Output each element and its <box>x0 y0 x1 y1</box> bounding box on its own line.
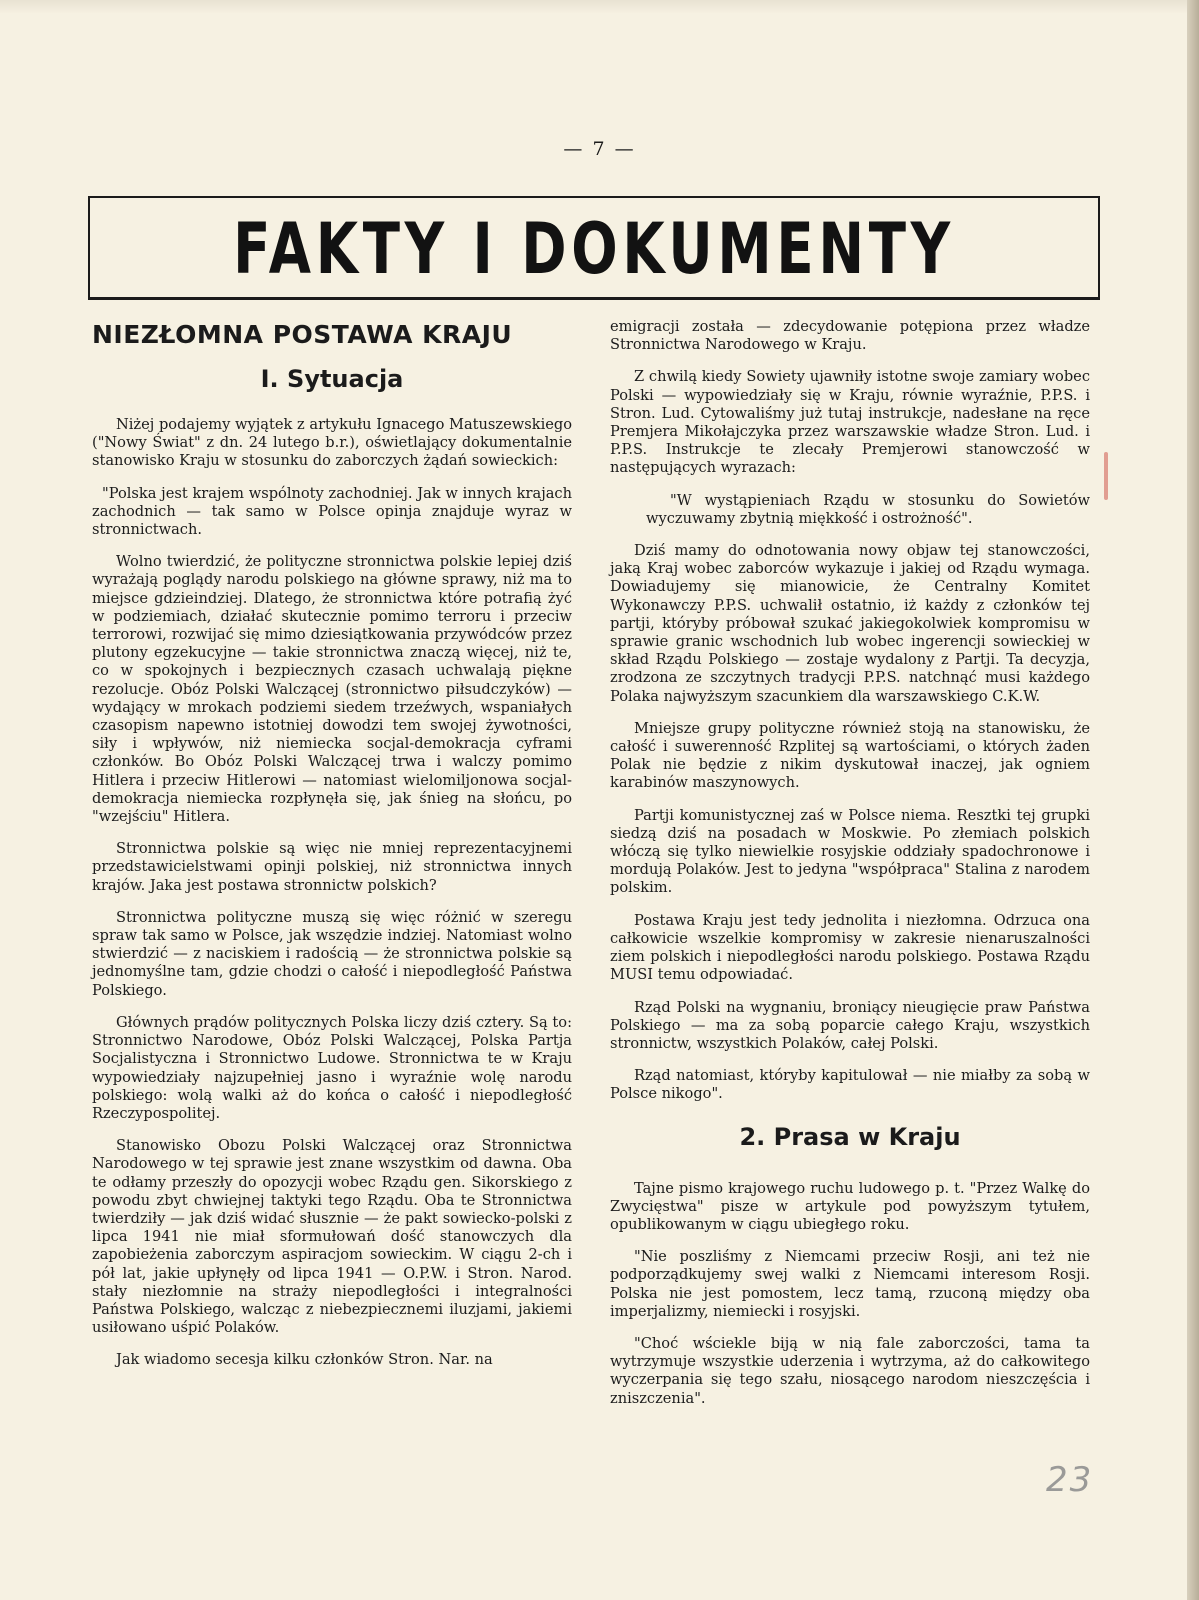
article-title: NIEZŁOMNA POSTAWA KRAJU <box>92 320 513 349</box>
page-right-edge <box>1187 0 1199 1600</box>
paragraph: Rząd natomiast, któryby kapitulował — nie miałby za sobą w Polsce nikogo". <box>610 1067 1090 1103</box>
quote-paragraph: "W wystąpieniach Rządu w stosunku do Sowietów wyczuwamy zbytnią miękkość i ostrożność". <box>646 491 1090 527</box>
paragraph: Stronnictwa polskie są więc nie mniej reprezentacyjnemi przedstawicielstwami opinji polskiej, niż stronnictwa innych krajów. Jaka jest postawa stronnictw polskich? <box>92 840 572 894</box>
paragraph: Z chwilą kiedy Sowiety ujawniły istotne swoje zamiary wobec Polski — wypowiedziały się w Kraju, równie wyraźnie, P.P.S. i Stron. Lud. Cytowaliśmy już tutaj instrukcje, nadesłane na ręce Premjera Mikołajczyka przez warszawskie władze Stron. Lud. i P.P.S. Instrukcje te zlecały Premjerowi stanowczość w następujących wyrazach: <box>610 368 1090 477</box>
paragraph: Postawa Kraju jest tedy jednolita i niezłomna. Odrzuca ona całkowicie wszelkie kompromisy w zakresie nienaruszalności ziem polskich i niepodległości narodu polskiego. Postawa Rządu MUSI temu odpowiadać. <box>610 911 1090 984</box>
section-heading-sytuacja: I. Sytuacja <box>260 365 404 393</box>
pencil-page-annotation: 23 <box>1046 1460 1094 1500</box>
paragraph: "Choć wściekle biją w nią fale zaborczości, tama ta wytrzymuje wszystkie uderzenia i wytrzyma, aż do całkowitego wyczerpania się tego szału, niosącego narodom nieszczęścia i zniszczenia". <box>610 1334 1090 1407</box>
paragraph: Mniejsze grupy polityczne również stoją na stanowisku, że całość i suwerenność Rzplitej są wartościami, o których żaden Polak nie będzie z nikim dyskutował inaczej, jak ogniem karabinów maszynowych. <box>610 719 1090 792</box>
paragraph: Tajne pismo krajowego ruchu ludowego p. t. "Przez Walkę do Zwycięstwa" pisze w artykule pod powyższym tytułem, opublikowanym w ciągu ubiegłego roku. <box>610 1179 1090 1233</box>
right-column <box>610 318 1090 1422</box>
paragraph: emigracji została — zdecydowanie potępiona przez władze Stronnictwa Narodowego w Kraju. <box>610 318 1090 354</box>
page-number: — 7 — <box>563 138 636 160</box>
paragraph: Rząd Polski na wygnaniu, broniący nieugięcie praw Państwa Polskiego — ma za sobą poparcie całego Kraju, wszystkich stronnictw, wszystkich Polaków, całej Polski. <box>610 998 1090 1052</box>
section-heading-prasa: 2. Prasa w Kraju <box>739 1122 961 1151</box>
paragraph: Dziś mamy do odnotowania nowy objaw tej stanowczości, jaką Kraj wobec zaborców wykazuje i jakiej od Rządu wymaga. Dowiadujemy się mianowicie, że Centralny Komitet Wykonawczy P.P.S. uchwalił ostatnio, iż każdy z członków tej partji, któryby próbował szukać jakiegokolwiek kompromisu w sprawie granic wschodnich lub wobec ingerencji sowieckiej w skład Rządu Polskiego — zostaje wydalony z Partji. Ta decyzja, zrodzona ze szczytnych tradycji P.P.S. natchnąć musi każdego Polaka najwyższym szacunkiem dla warszawskiego C.K.W. <box>610 542 1090 705</box>
page-top-shadow <box>0 0 1199 14</box>
paragraph: Stronnictwa polityczne muszą się więc różnić w szeregu spraw tak samo w Polsce, jak wszędzie indziej. Natomiast wolno stwierdzić — z naciskiem i radością — że stronnictwa polskie są jednomyślne tam, gdzie chodzi o całość i niepodległość Państwa Polskiego. <box>92 908 572 999</box>
red-pencil-mark <box>1104 452 1108 500</box>
masthead-title: FAKTY I DOKUMENTY <box>233 208 955 290</box>
paragraph: "Nie poszliśmy z Niemcami przeciw Rosji, ani też nie podporządkujemy swej walki z Niemcami interesom Rosji. Polska nie jest pomostem, lecz tamą, rzuconą między oba imperjalizmy, niemiecki i rosyjski. <box>610 1248 1090 1320</box>
paragraph: Głównych prądów politycznych Polska liczy dziś cztery. Są to: Stronnictwo Narodowe, Obóz Polski Walczącej, Polska Partja Socjalistyczna i Stronnictwo Ludowe. Stronnictwa te w Kraju wypowiedziały najzupełniej jasno i wyraźnie wolę narodu polskiego: wolą walki aż do końca o całość i niepodległość Rzeczypospolitej. <box>92 1013 572 1122</box>
left-column <box>92 318 572 1384</box>
paragraph: Stanowisko Obozu Polski Walczącej oraz Stronnictwa Narodowego w tej sprawie jest znane wszystkim od dawna. Oba te odłamy przeszły do opozycji wobec Rządu gen. Sikorskiego z powodu zbyt chwiejnej taktyki tego Rządu. Oba te Stronnictwa twierdziły — jak dziś widać słusznie — że pakt sowiecko-polski z lipca 1941 nie miał sformułowań dość stanowczych dla zapobieżenia zaborczym aspiracjom sowieckim. W ciągu 2-ch i pół lat, jakie upłynęły od lipca 1941 — O.P.W. i Stron. Narod. stały niezłomnie na straży niepodległości i integralności Państwa Polskiego, walcząc z niebezpiecznemi iluzjami, jakiemi usiłowano uśpić Polaków. <box>92 1137 572 1337</box>
paragraph: Wolno twierdzić, że polityczne stronnictwa polskie lepiej dziś wyrażają poglądy narodu polskiego na główne sprawy, niż ma to miejsce gdzieindziej. Dlatego, że stronnictwa które potrafią żyć w podziemiach, działać skutecznie pomimo terroru i przeciw terrorowi, rozwijać się mimo dziesiątkowania przywódców przez plutony egzekucyjne — takie stronnictwa znaczą więcej, niż te, co w spokojnych i bezpiecznych czasach uchwalają piękne rezolucje. Obóz Polski Walczącej (stronnictwo piłsudczyków) — wydający w mrokach podziemi siedem trzeźwych, wspaniałych czasopism napewno istotniej dowodzi tem swojej żywotności, siły i wpływów, niż niemiecka socjal-demokracja cyframi członków. Bo Obóz Polski Walczącej trwa i walczy pomimo Hitlera i przeciw Hitlerowi — natomiast wielomiljonowa socjal-demokracja niemiecka rozpłynęła się, jak śnieg na słońcu, po "wzejściu" Hitlera. <box>92 553 572 826</box>
quote-paragraph: "Polska jest krajem wspólnoty zachodniej. Jak w innych krajach zachodnich — tak samo w Polsce opinja znajduje wyraz w stronnictwach. <box>92 484 572 539</box>
paragraph: Jak wiadomo secesja kilku członków Stron. Nar. na <box>116 1351 493 1369</box>
paragraph: Partji komunistycznej zaś w Polsce niema. Resztki tej grupki siedzą dziś na posadach w Moskwie. Po złemiach polskich włóczą się tylko niewielkie rosyjskie oddziały spadochronowe i mordują Polaków. Jest to jedyna "współpraca" Stalina z narodem polskim. <box>610 806 1090 897</box>
paragraph: Niżej podajemy wyjątek z artykułu Ignacego Matuszewskiego ("Nowy Świat" z dn. 24 lutego b.r.), oświetlający dokumentalnie stanowisko Kraju w stosunku do zaborczych żądań sowieckich: <box>92 416 572 470</box>
masthead-box <box>88 196 1100 300</box>
